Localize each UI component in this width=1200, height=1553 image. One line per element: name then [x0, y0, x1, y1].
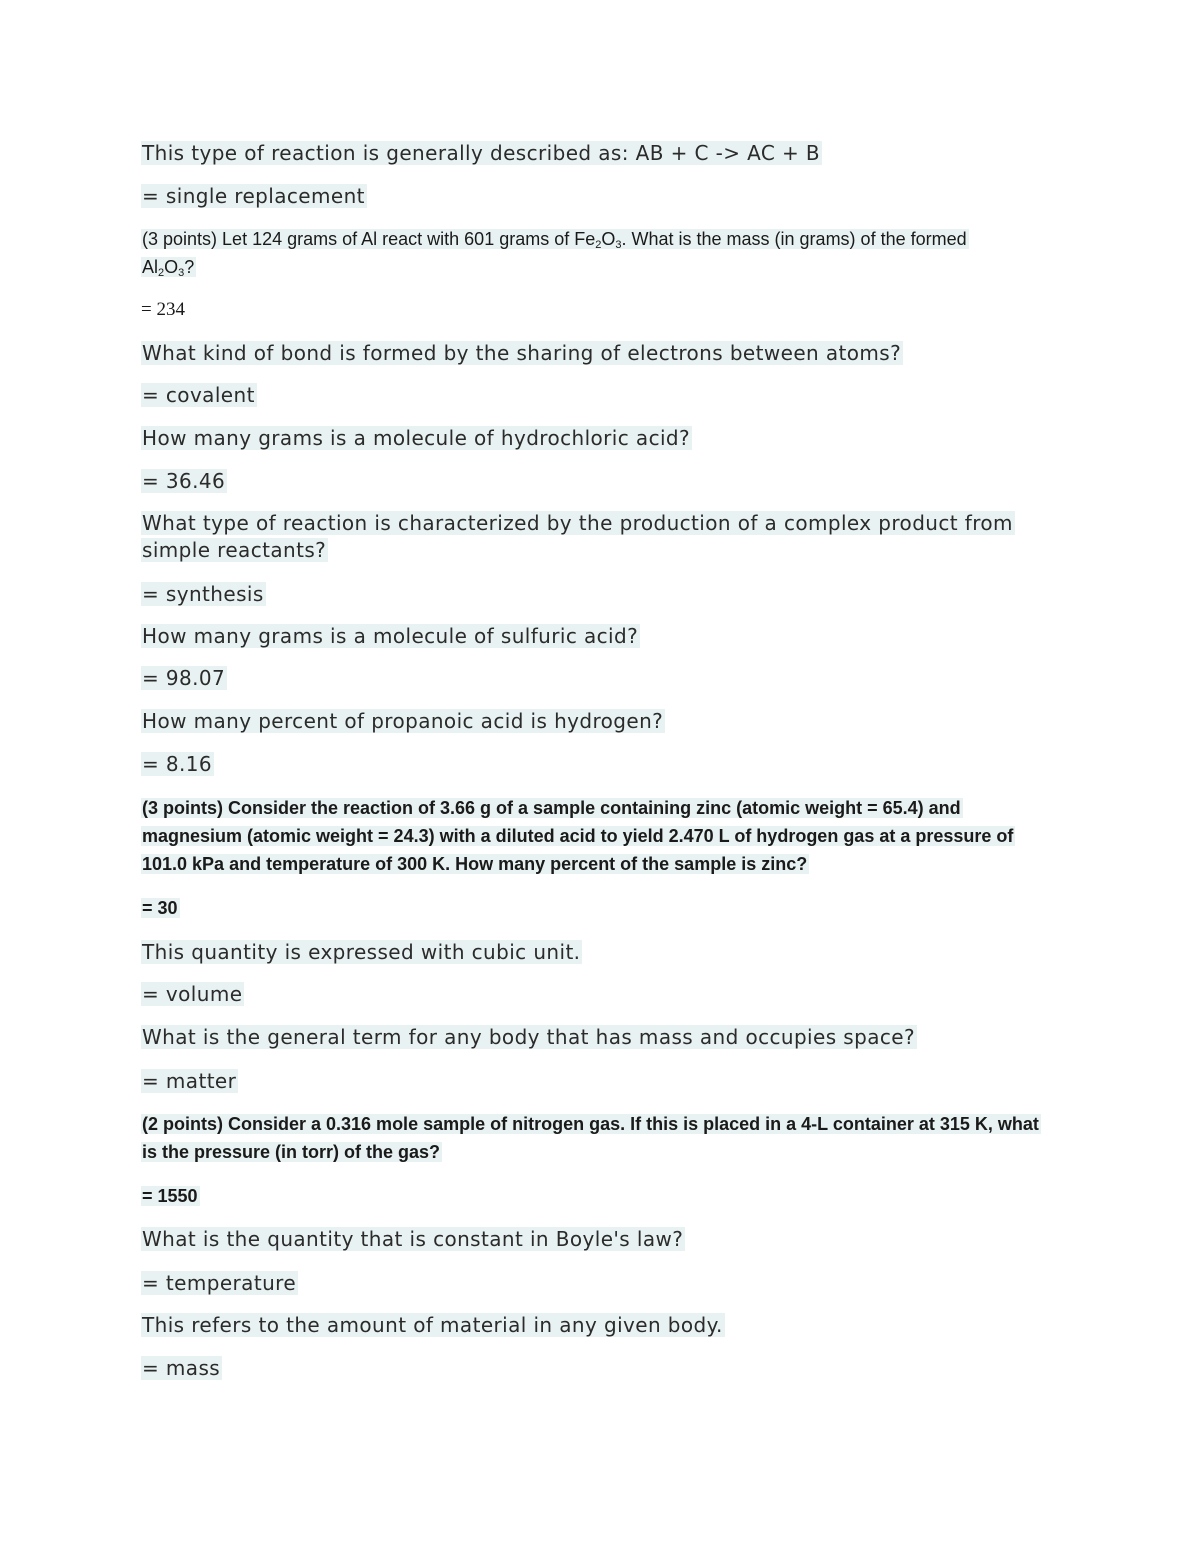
answer-boyles-law: = temperature: [142, 1271, 297, 1295]
question-zinc-percent-line2: magnesium (atomic weight = 24.3) with a diluted acid to yield 2.470 L of hydrogen gas at a pressure of: [142, 826, 1014, 846]
question-sulfuric-grams: How many grams is a molecule of sulfuric acid?: [142, 624, 639, 648]
question-matter: What is the general term for any body that has mass and occupies space?: [142, 1025, 915, 1049]
question-al2o3-mass-line2: $Al_2O_3$?: [142, 257, 195, 279]
question-synthesis: What type of reaction is characterized by the production of a complex product from: [142, 511, 1013, 535]
answer-sulfuric-grams: = 98.07: [142, 666, 226, 690]
question-hcl-grams: How many grams is a molecule of hydrochloric acid?: [142, 426, 691, 450]
question-synthesis-line2: simple reactants?: [142, 538, 327, 562]
question-reaction-type: This type of reaction is generally described as: AB + C -> AC + B: [142, 141, 821, 165]
answer-matter: = matter: [142, 1069, 237, 1093]
points-label: (3 points): [142, 229, 218, 249]
question-cubic-unit: This quantity is expressed with cubic unit.: [142, 940, 581, 964]
answer-bond-type: = covalent: [142, 383, 255, 407]
answer-mass-definition: = mass: [142, 1356, 221, 1380]
answer-reaction-type: = single replacement: [142, 184, 365, 208]
answer-zinc-percent: = 30: [142, 898, 178, 918]
answer-synthesis: = synthesis: [142, 582, 264, 606]
question-propanoic-hydrogen: How many percent of propanoic acid is hydrogen?: [142, 709, 664, 733]
question-zinc-percent-line3: 101.0 kPa and temperature of 300 K. How many percent of the sample is zinc?: [142, 854, 808, 874]
question-mass-definition: This refers to the amount of material in any given body.: [142, 1313, 723, 1337]
question-al2o3-mass: (3 points) Let 124 grams of Al react with 601 grams of $Fe_2O_3$. What is the mass (in grams) of the formed: [142, 229, 967, 251]
answer-hcl-grams: = 36.46: [142, 469, 226, 493]
answer-propanoic-hydrogen: = 8.16: [142, 752, 213, 776]
question-bond-type: What kind of bond is formed by the sharing of electrons between atoms?: [142, 341, 902, 365]
question-boyles-law: What is the quantity that is constant in Boyle's law?: [142, 1227, 684, 1251]
question-nitrogen-pressure: (2 points) Consider a 0.316 mole sample of nitrogen gas. If this is placed in a 4-L container at 315 K, what: [142, 1114, 1039, 1134]
answer-cubic-unit: = volume: [142, 982, 243, 1006]
answer-al2o3-mass: = 234: [141, 299, 185, 320]
question-zinc-percent: (3 points) Consider the reaction of 3.66 g of a sample containing zinc (atomic weight = 65.4) and: [142, 798, 961, 818]
question-nitrogen-pressure-line2: is the pressure (in torr) of the gas?: [142, 1142, 441, 1162]
answer-nitrogen-pressure: = 1550: [142, 1186, 198, 1206]
